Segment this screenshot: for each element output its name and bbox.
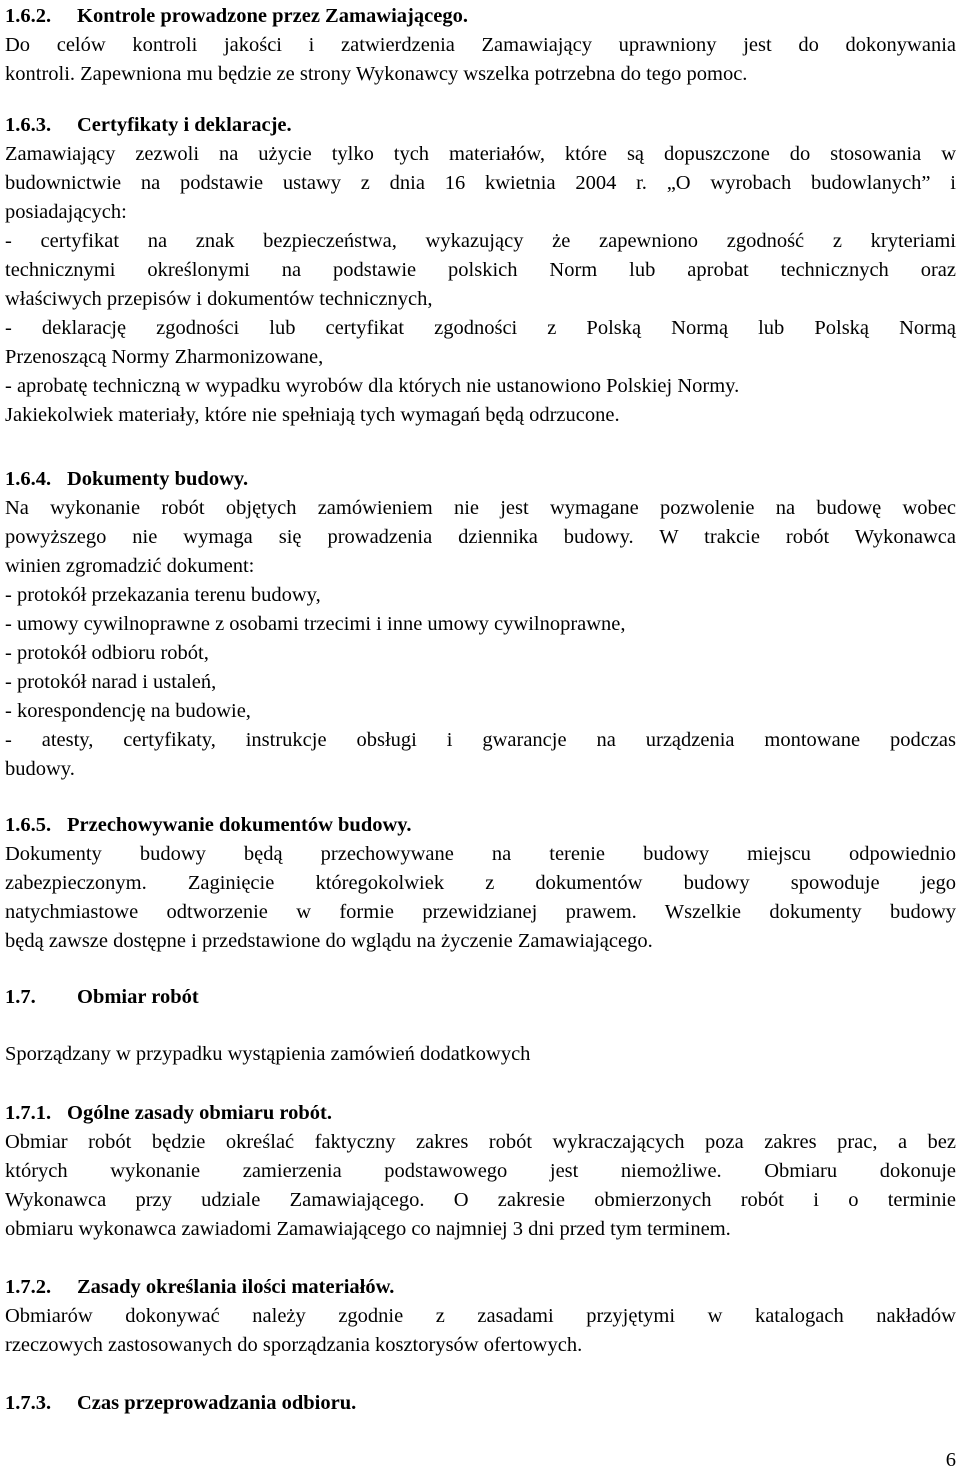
paragraph-line: Obmiar robót będzie określać faktyczny zakres robót wykraczających poza zakres prac, a bez [5,1131,956,1153]
section-heading: 1.6.4. Dokumenty budowy. [5,468,249,490]
paragraph-line: winien zgromadzić dokument: [5,555,255,577]
section-1-6-5 [5,811,956,956]
section-1-7-1 [5,1099,956,1244]
paragraph-line: właściwych przepisów i dokumentów technicznych, [5,288,433,310]
paragraph-line: kontroli. Zapewniona mu będzie ze strony Wykonawcy wszelka potrzebna do tego pomoc. [5,63,748,85]
paragraph-line: Przenoszącą Normy Zharmonizowane, [5,346,324,368]
list-item: - certyfikat na znak bezpieczeństwa, wykazujący że zapewniono zgodność z kryteriami [5,230,956,252]
section-heading: 1.6.3. Certyfikaty i deklaracje. [5,114,292,136]
list-item: - protokół narad i ustaleń, [5,671,217,693]
paragraph-line: Dokumenty budowy będą przechowywane na terenie budowy miejscu odpowiednio [5,843,956,865]
section-heading: 1.7.3. Czas przeprowadzania odbioru. [5,1392,357,1414]
paragraph-line: Do celów kontroli jakości i zatwierdzenia Zamawiający uprawniony jest do dokonywania [5,34,956,56]
paragraph-line: Jakiekolwiek materiały, które nie spełniają tych wymagań będą odrzucone. [5,404,620,426]
section-heading: 1.6.5. Przechowywanie dokumentów budowy. [5,814,412,836]
list-item: - korespondencję na budowie, [5,700,251,722]
paragraph-line: posiadających: [5,201,127,223]
paragraph-line: budowy. [5,758,75,780]
paragraph-line: Na wykonanie robót objętych zamówieniem nie jest wymagane pozwolenie na budowę wobec [5,497,956,519]
paragraph-line: których wykonanie zamierzenia podstawowego jest niemożliwe. Obmiaru dokonuje [5,1160,956,1182]
paragraph-line: Obmiarów dokonywać należy zgodnie z zasadami przyjętymi w katalogach nakładów [5,1305,956,1327]
paragraph-line: Sporządzany w przypadku wystąpienia zamówień dodatkowych [5,1043,531,1065]
list-item: - protokół odbioru robót, [5,642,209,664]
section-1-7-3 [5,1389,956,1418]
list-item: - umowy cywilnoprawne z osobami trzecimi i inne umowy cywilnoprawne, [5,613,626,635]
section-1-7 [5,983,956,1012]
paragraph-line: powyższego nie wymaga się prowadzenia dziennika budowy. W trakcie robót Wykonawca [5,526,956,548]
section-1-6-4 [5,465,956,784]
paragraph-line: Wykonawca przy udziale Zamawiającego. O zakresie obmierzonych robót i o terminie [5,1189,956,1211]
section-1-7-2 [5,1273,956,1360]
paragraph-line: natychmiastowe odtworzenie w formie przewidzianej prawem. Wszelkie dokumenty budowy [5,901,956,923]
section-heading: 1.7. Obmiar robót [5,986,199,1008]
paragraph-line: technicznymi określonymi na podstawie polskich Norm lub aprobat technicznych oraz [5,259,956,281]
section-heading: 1.7.1. Ogólne zasady obmiaru robót. [5,1102,332,1124]
paragraph-line: zabezpieczonym. Zaginięcie któregokolwiek z dokumentów budowy spowoduje jego [5,872,956,894]
page-number: 6 [945,1449,956,1471]
section-1-6-2 [5,2,956,89]
list-item: - protokół przekazania terenu budowy, [5,584,321,606]
section-1-6-3 [5,111,956,430]
section-heading: 1.7.2. Zasady określania ilości materiałów. [5,1276,395,1298]
paragraph-line: obmiaru wykonawca zawiadomi Zamawiającego co najmniej 3 dni przed tym terminem. [5,1218,731,1240]
list-item: - atesty, certyfikaty, instrukcje obsługi i gwarancje na urządzenia montowane podczas [5,729,956,751]
paragraph-line: budownictwie na podstawie ustawy z dnia 16 kwietnia 2004 r. „O wyrobach budowlanych” i [5,172,956,194]
section-1-7-note [5,1040,956,1069]
list-item: - deklarację zgodności lub certyfikat zgodności z Polską Normą lub Polską Normą [5,317,956,339]
list-item: - aprobatę techniczną w wypadku wyrobów dla których nie ustanowiono Polskiej Normy. [5,375,740,397]
paragraph-line: Zamawiający zezwoli na użycie tylko tych materiałów, które są dopuszczone do stosowania w [5,143,956,165]
section-heading: 1.6.2. Kontrole prowadzone przez Zamawiającego. [5,5,468,27]
paragraph-line: rzeczowych zastosowanych do sporządzania kosztorysów ofertowych. [5,1334,583,1356]
paragraph-line: będą zawsze dostępne i przedstawione do wglądu na życzenie Zamawiającego. [5,930,653,952]
